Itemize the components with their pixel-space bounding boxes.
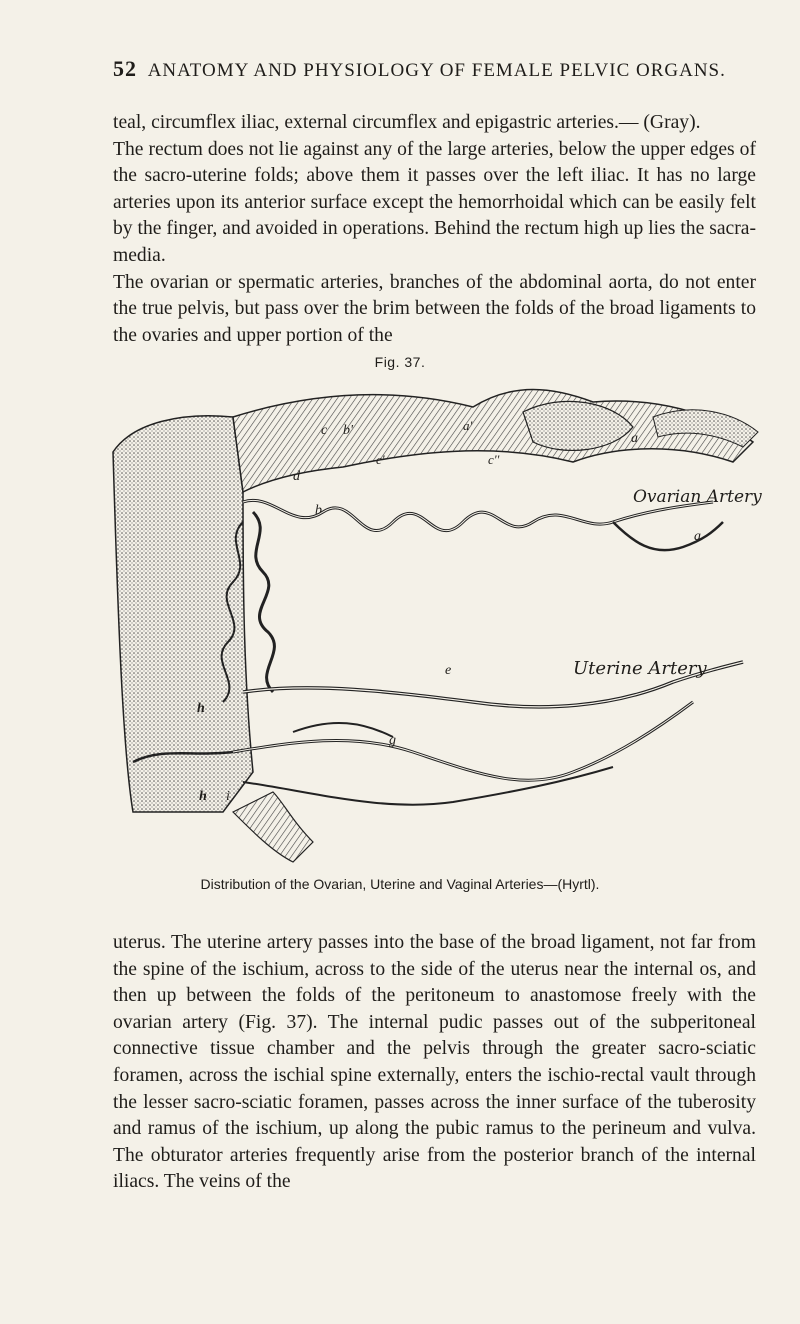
paragraph: teal, circumflex iliac, external circumflex and epigastric arteries.— (Gray). <box>113 112 701 133</box>
ovarian-branch <box>613 522 723 550</box>
label-a-2: a <box>694 529 701 544</box>
top-text-block <box>113 110 756 349</box>
paragraph: The rectum does not lie against any of the large arteries, below the upper edges of the sacro-uterine folds; above them it passes over the left iliac. It has no large arteries upon its anterior surface except the hemorrhoidal which can be easily felt by the finger, and avoided in operations. Behind the rectum high up lies the sacra-media. <box>113 138 756 266</box>
vaginal-branch-2 <box>293 723 393 737</box>
label-c-dbl: c'' <box>488 452 500 467</box>
paragraph: The ovarian or spermatic arteries, branches of the abdominal aorta, do not enter the true pelvis, but pass over the brim between the folds of the broad ligaments to the ovaries and upper portion of the <box>113 271 756 346</box>
label-g: g <box>389 733 396 748</box>
label-i: i <box>226 789 230 804</box>
bottom-text-block <box>113 930 756 1196</box>
label-d: d <box>293 469 300 484</box>
vagina <box>233 792 313 862</box>
anatomical-figure <box>93 372 793 872</box>
ovarian-artery-label: Ovarian Artery <box>633 487 762 507</box>
label-a-prime: a' <box>463 418 473 433</box>
paragraph: uterus. The uterine artery passes into the base of the broad ligament, not far from the spine of the ischium, across to the side of the uterus near the internal os, and then up between the folds of the peritoneum to anastomose freely with the ovarian artery (Fig. 37). The internal pudic passes out of the subperitoneal connective tissue chamber and the pelvis through the greater sacro-sciatic foramen, across the ischial spine externally, enters the ischio-rectal vault through the lesser sacro-sciatic foramen, passes across the inner surface of the tuberosity and ramus of the ischium, up along the pubic ramus to the perineum and vulva. The obturator arteries frequently arise from the posterior branch of the internal iliacs. The veins of the <box>113 932 756 1193</box>
vaginal-branch <box>243 767 613 805</box>
uterine-artery-label: Uterine Artery <box>573 658 707 679</box>
running-header <box>113 56 753 82</box>
label-h-1: h <box>197 701 205 716</box>
label-a-1: a <box>631 431 638 446</box>
broad-ligament-top <box>233 390 753 493</box>
figure-caption: Distribution of the Ovarian, Uterine and Vaginal Arteries—(Hyrtl). <box>200 876 600 892</box>
figure-label: Fig. 37. <box>374 354 426 370</box>
label-h-2: h <box>199 789 207 804</box>
page-number: 52 <box>113 56 137 81</box>
uterine-tortuous <box>253 512 274 692</box>
label-c-prime: c' <box>376 452 385 467</box>
label-b: b <box>315 503 322 518</box>
running-title: ANATOMY AND PHYSIOLOGY OF FEMALE PELVIC ORGANS. <box>147 60 726 81</box>
label-b-prime: b' <box>343 423 353 438</box>
label-e: e <box>445 663 452 678</box>
label-c: c <box>321 423 328 438</box>
